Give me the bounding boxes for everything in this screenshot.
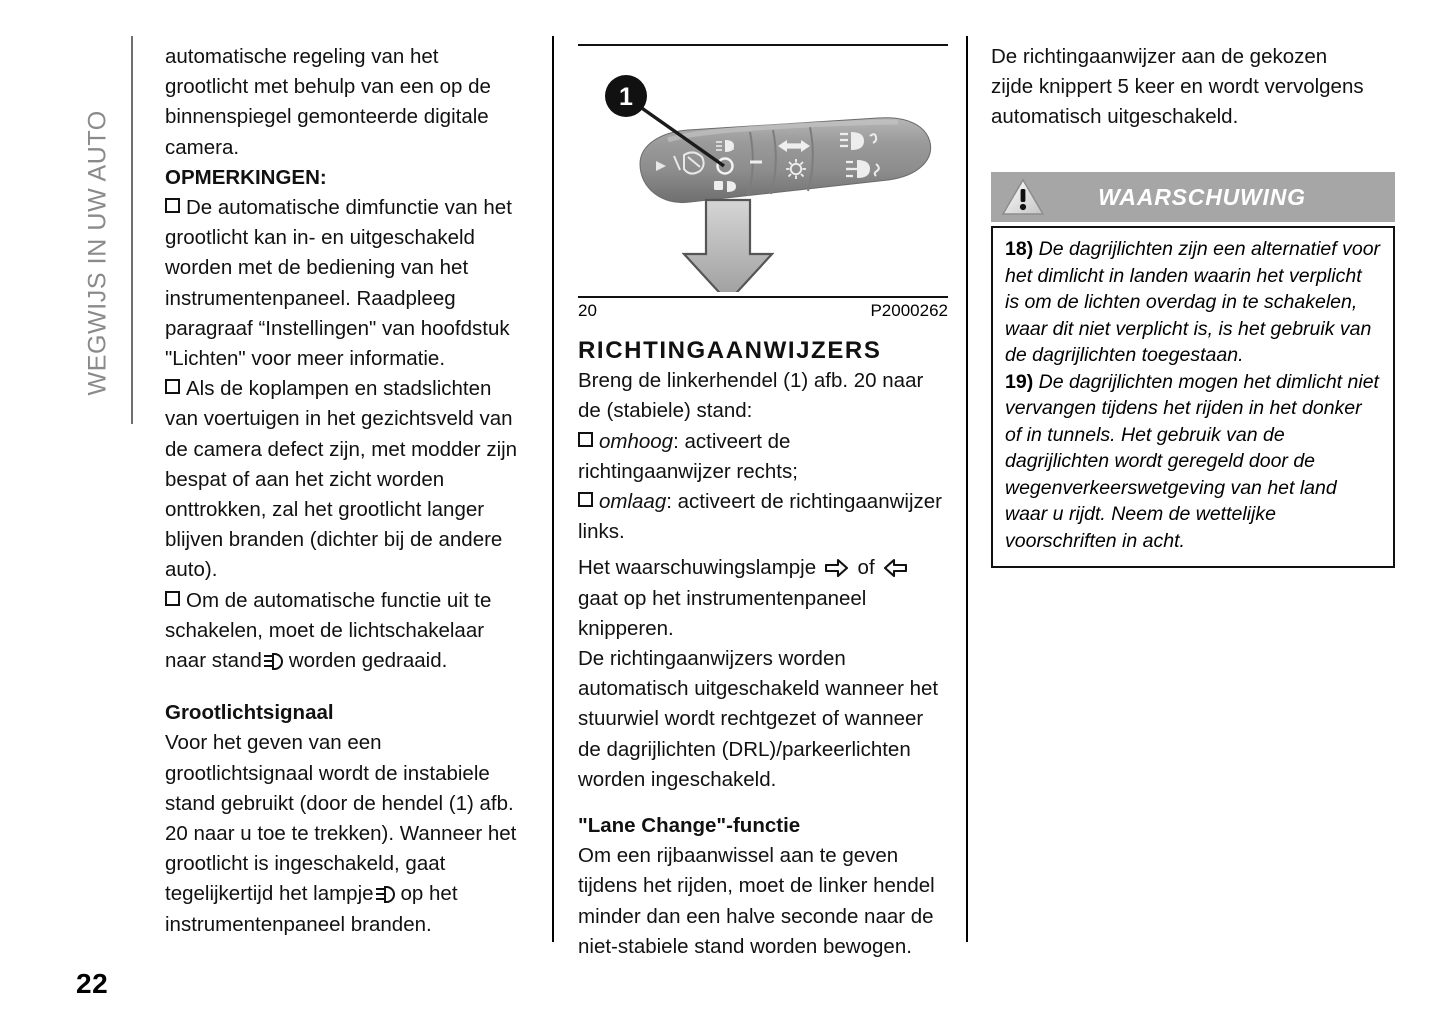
text-column-2 bbox=[578, 336, 948, 962]
notes-heading: OPMERKINGEN: bbox=[165, 165, 327, 189]
lane-change-heading: "Lane Change"-functie bbox=[578, 814, 801, 838]
lane-change-paragraph: Om een rijbaanwissel aan te geven tijdens het rijden, moet de linker hendel minder dan een halve seconde naar de niet-stabiele stand worden bewogen. bbox=[578, 844, 935, 958]
warning-item-19-text: De dagrijlichten mogen het dimlicht niet vervangen tijdens het rijden in het donker of in tunnels. Het gebruik van de dagrijlichten wordt geregeld door de wegenverkeerswetgeving van het land waar u rijdt. Neem de wettelijke voorschriften in acht. bbox=[1005, 370, 1379, 552]
column-divider-left bbox=[552, 36, 554, 942]
figure-code: P2000262 bbox=[870, 301, 948, 320]
flash-paragraph-text-b: op het instrumentenpaneel branden. bbox=[165, 882, 458, 936]
figure-callout-label: 1 bbox=[619, 83, 633, 111]
note-item-3-text-b: worden gedraaid. bbox=[288, 649, 448, 673]
warning-body bbox=[991, 226, 1395, 568]
figure-rule-bottom bbox=[578, 296, 948, 298]
column3-intro: De richtingaanwijzer aan de gekozen zijde knippert 5 keer en wordt vervolgens automatisch uitgeschakeld. bbox=[991, 45, 1364, 129]
figure-number: 20 bbox=[578, 301, 597, 320]
flash-paragraph-text-a: Voor het geven van een grootlichtsignaal wordt de instabiele stand gebruikt (door de hendel (1) afb. 20 naar u toe te trekken). Wanneer het grootlicht is ingeschakeld, gaat tegelijkertijd het lampje bbox=[165, 731, 517, 906]
chapter-tab-rule bbox=[131, 36, 133, 424]
low-beam-headlight-icon bbox=[264, 653, 287, 670]
auto-off-paragraph: De richtingaanwijzers worden automatisch uitgeschakeld wanneer het stuurwiel wordt rechtgezet of wanneer de dagrijlichten (DRL)/parkeerlichten worden ingeschakeld. bbox=[578, 647, 939, 791]
turnsignal-bullet-2-text: : activeert de richtingaanwijzer links. bbox=[578, 490, 942, 544]
down-arrow-icon bbox=[684, 200, 772, 292]
square-bullet-icon bbox=[578, 492, 593, 507]
warning-title: WAARSCHUWING bbox=[1098, 183, 1306, 210]
turnsignal-bullet-2-emphasis: omlaag bbox=[599, 490, 667, 514]
turnsignal-bullet-1 bbox=[578, 427, 948, 487]
turnsignal-bullet-1-text: : activeert de richtingaanwijzer rechts; bbox=[578, 429, 798, 483]
note-item-3 bbox=[165, 586, 525, 677]
stalk-illustration bbox=[578, 56, 948, 292]
square-bullet-icon bbox=[165, 198, 180, 213]
turnsignal-intro: Breng de linkerhendel (1) afb. 20 naar de (stabiele) stand: bbox=[578, 369, 924, 423]
spacer bbox=[578, 795, 948, 811]
warning-lamp-text-a: Het waarschuwingslampje bbox=[578, 556, 817, 580]
square-bullet-icon bbox=[165, 379, 180, 394]
warning-triangle-icon bbox=[1001, 177, 1045, 217]
note-item-2 bbox=[165, 374, 525, 585]
warning-item-18-text: De dagrijlichten zijn een alternatief voor het dimlicht in landen waarin het verplicht is om de lichten overdag in te schakelen, waar dit niet verplicht is, is het gebruik van de dagrijlichten toegestaan. bbox=[1005, 238, 1381, 366]
page-number: 22 bbox=[76, 968, 109, 999]
square-bullet-icon bbox=[578, 432, 593, 447]
text-column-3 bbox=[991, 42, 1373, 133]
turnsignal-bullet-1-emphasis: omhoog bbox=[599, 429, 674, 453]
chapter-tab bbox=[78, 36, 118, 426]
intro-paragraph: automatische regeling van het grootlicht met behulp van een op de binnenspiegel gemonteerde digitale camera. bbox=[165, 45, 491, 159]
warning-lamp-or: of bbox=[857, 556, 875, 580]
svg-text:A: A bbox=[727, 142, 733, 151]
column-divider-right bbox=[966, 36, 968, 942]
note-item-1 bbox=[165, 193, 525, 374]
turn-right-arrow-icon bbox=[825, 558, 849, 578]
turn-left-arrow-icon bbox=[883, 558, 907, 578]
figure-20 bbox=[578, 44, 948, 320]
figure-callout-1 bbox=[605, 75, 647, 117]
section-heading-richtingaanwijzers: RICHTINGAANWIJZERS bbox=[578, 337, 882, 364]
spacer bbox=[165, 676, 525, 698]
warning-item-18 bbox=[1005, 236, 1381, 369]
warning-lamp-text-b: gaat op het instrumentenpaneel knipperen. bbox=[578, 586, 867, 640]
warning-lamp-paragraph bbox=[578, 553, 948, 644]
high-beam-headlight-icon bbox=[376, 886, 399, 903]
figure-caption bbox=[578, 300, 948, 322]
warning-item-18-number: 18) bbox=[1005, 238, 1034, 260]
chapter-tab-label: WEGWIJS IN UW AUTO bbox=[83, 110, 112, 396]
square-bullet-icon bbox=[165, 591, 180, 606]
note-item-2-text: Als de koplampen en stadslichten van voertuigen in het gezichtsveld van de camera defect zijn, met modder zijn bespat of aan het zicht worden onttrokken, zal het grootlicht langer blijven branden (dichter bij de andere auto). bbox=[165, 377, 518, 582]
flash-heading: Grootlichtsignaal bbox=[165, 701, 334, 725]
warning-box bbox=[991, 172, 1395, 568]
warning-item-19-number: 19) bbox=[1005, 370, 1034, 393]
warning-item-19 bbox=[1005, 369, 1381, 555]
turnsignal-bullet-2 bbox=[578, 487, 948, 547]
note-item-3-text-a: Om de automatische functie uit te schakelen, moet de lichtschakelaar naar stand bbox=[165, 588, 492, 673]
figure-rule-top bbox=[578, 44, 948, 46]
note-item-1-text: De automatische dimfunctie van het grootlicht kan in- en uitgeschakeld worden met de bediening van het instrumentenpaneel. Raadpleeg paragraaf “Instellingen" van hoofdstuk "Lichten" voor meer informatie. bbox=[165, 196, 512, 371]
flash-paragraph bbox=[165, 728, 525, 939]
warning-header bbox=[991, 172, 1395, 222]
text-column-1 bbox=[165, 42, 525, 940]
